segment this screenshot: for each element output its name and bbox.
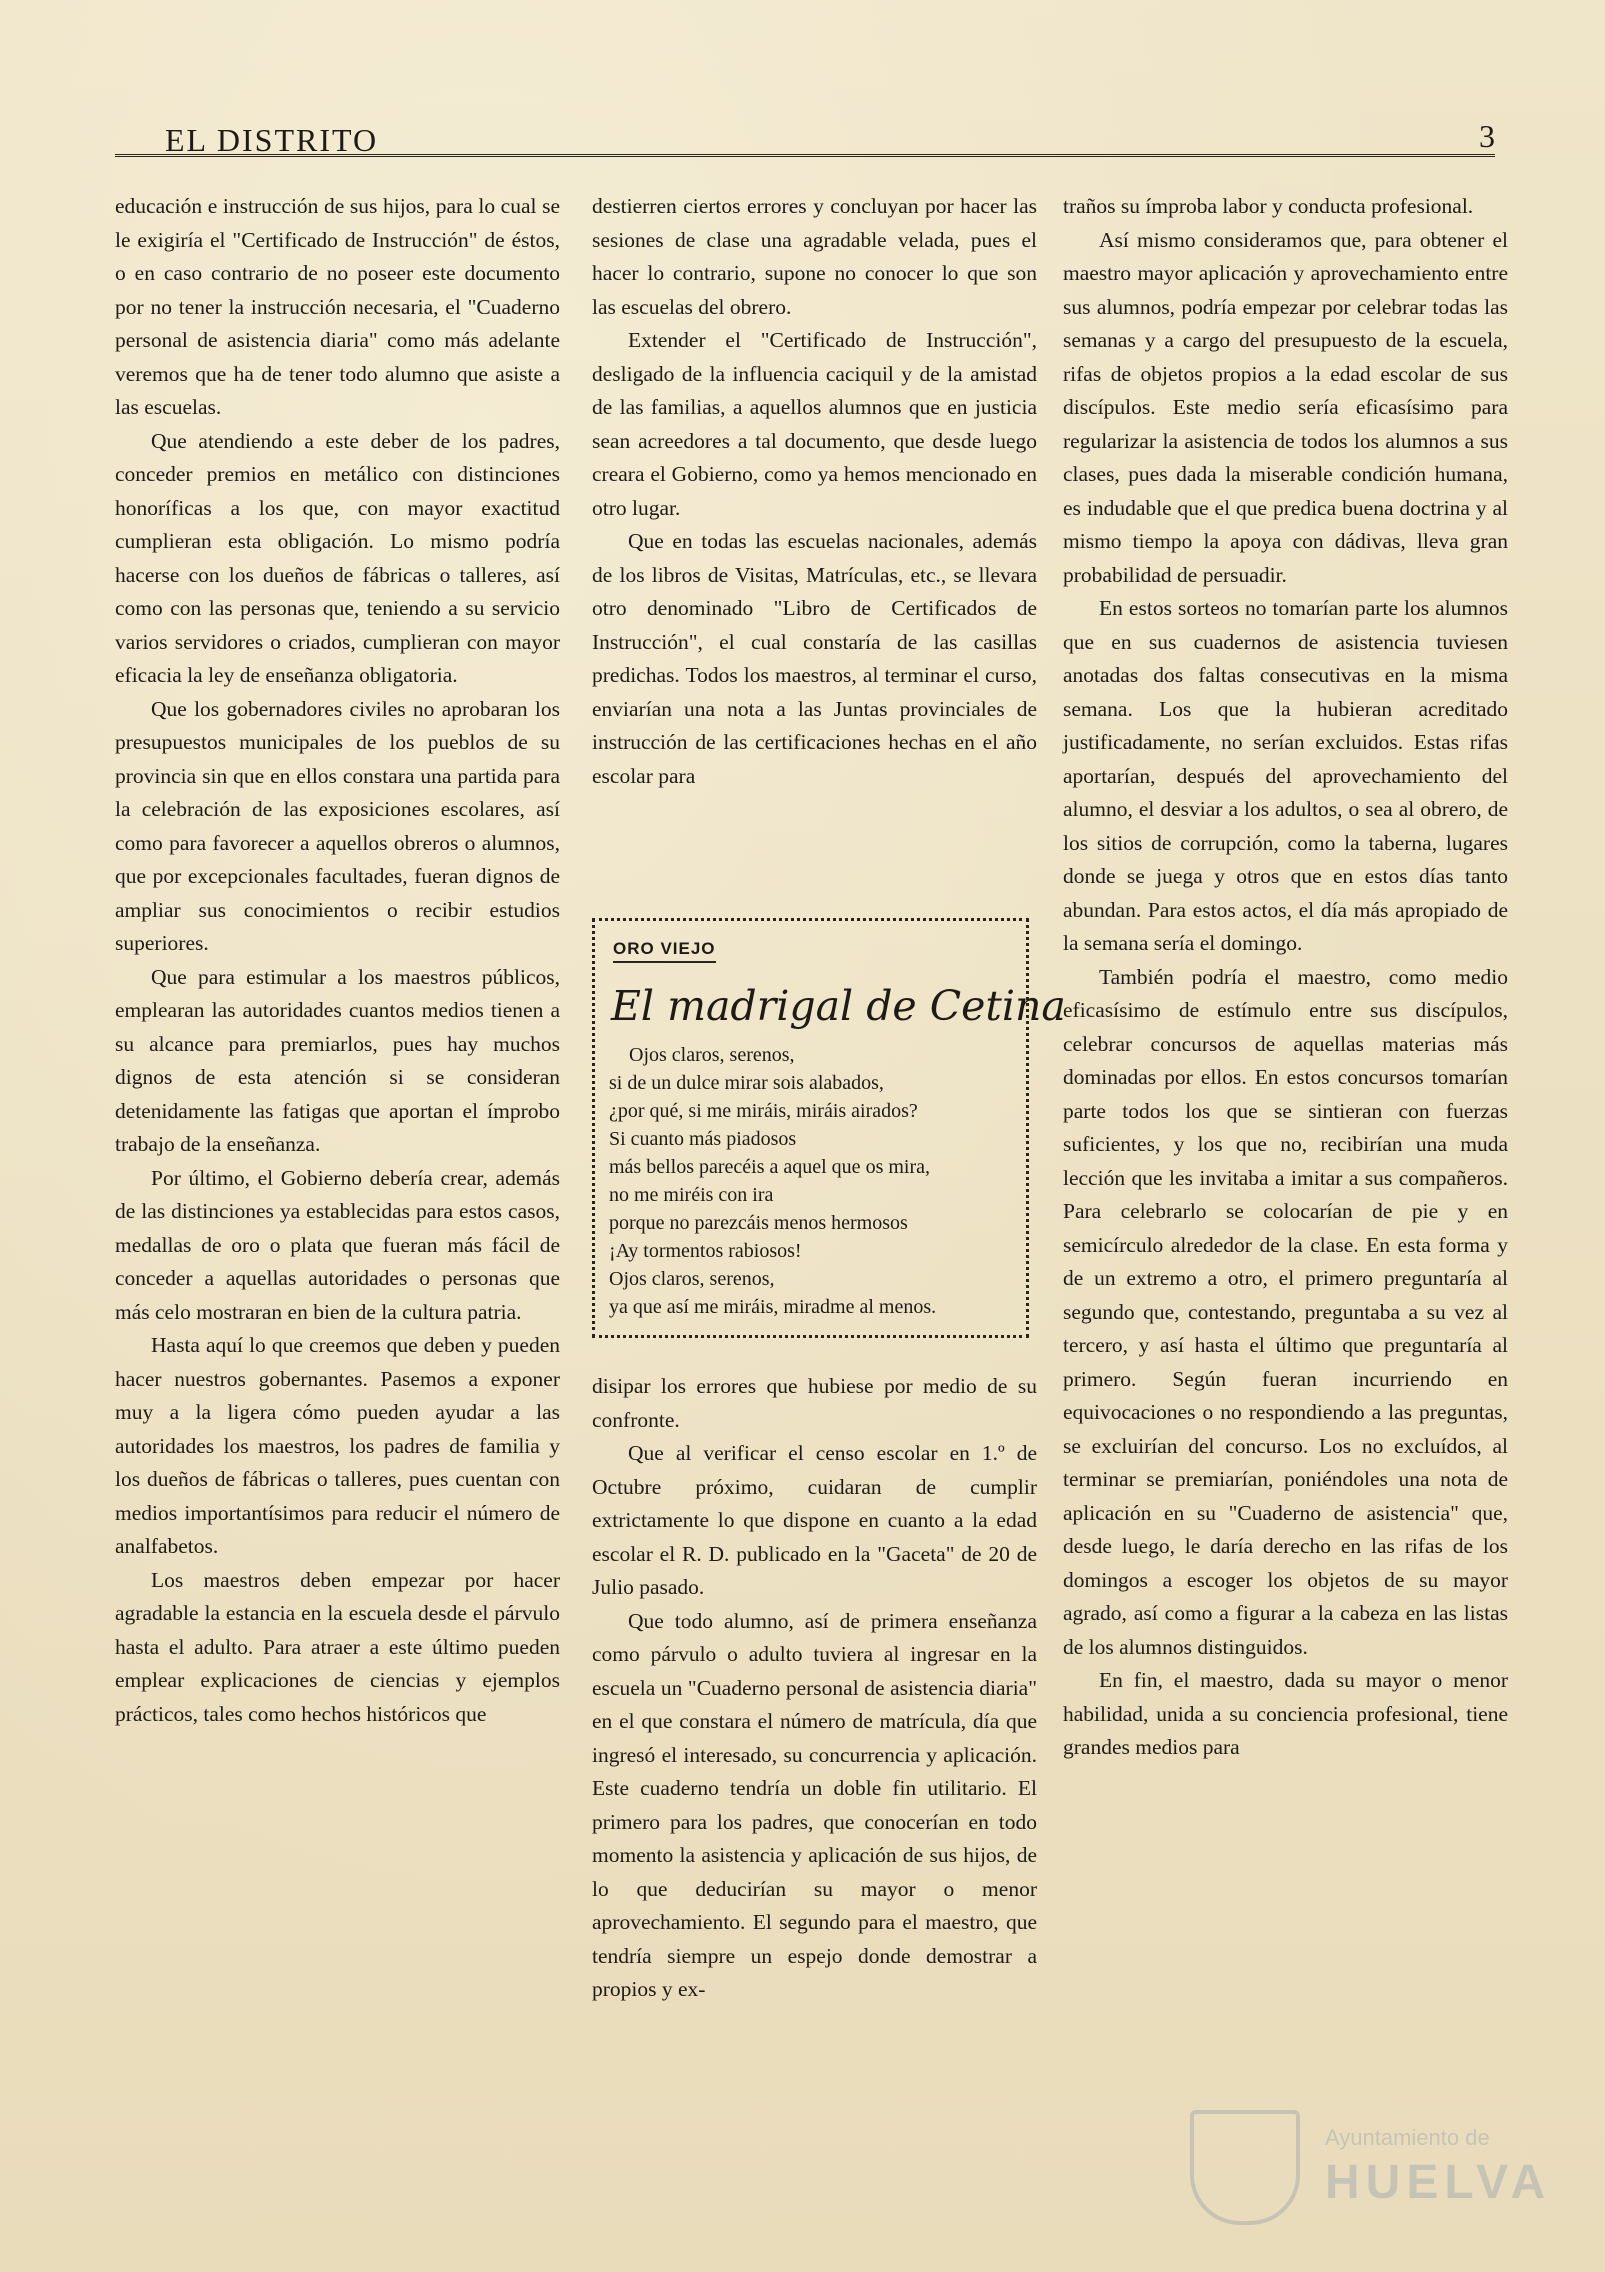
paragraph: Por último, el Gobierno debería crear, además de las distinciones ya establecidas para estos casos, medallas de oro o plata que fueran más fácil de conceder a aquellas autoridades o personas que más celo mostraran en bien de la cultura patria. bbox=[115, 1165, 560, 1324]
paragraph: También podría el maestro, como medio eficasísimo de estímulo entre sus discípulos, celebrar concursos de aquellas materias más dominadas por ellos. En estos concursos tomarían parte todos los que se sintieran con fuerzas suficientes, y los que no, recibirían una muda lección que les invitaba a imitar a sus compañeros. Para celebrarlo se colocarían de pie y en semicírculo alrededor de la clase. En esta forma y de un extremo a otro, el primero preguntaría al segundo que, contestando, preguntaba a su vez al tercero, y así hasta el último que preguntaría al primero. Según fueran incurriendo en equivocaciones o no respondiendo a las preguntas, se excluirían del concurso. Los no excluídos, al terminar se premiarían, poniéndoles una nota de aplicación en su "Cuaderno de asistencia" que, desde luego, le daría derecho en las rifas de los domingos a escoger los objetos de su mayor agrado, así como a figurar a la cabeza en las listas de los alumnos distinguidos. bbox=[1063, 964, 1508, 1659]
paragraph: Los maestros deben empezar por hacer agradable la estancia en la escuela desde el párvulo hasta el adulto. Para atraer a este último pueden emplear explicaciones de ciencias y ejemplos prácticos, tales como hechos históricos que bbox=[115, 1567, 560, 1726]
column-2-top bbox=[592, 190, 1037, 793]
watermark-line-1: Ayuntamiento de bbox=[1325, 2125, 1490, 2150]
header-rule bbox=[115, 154, 1495, 157]
paragraph: Que para estimular a los maestros públicos, emplearan las autoridades cuantos medios tienen a su alcance para premiarlos, pues hay muchos dignos de esta atención si se consideran detenidamente las fatigas que aportan el ímprobo trabajo de la enseñanza. bbox=[115, 964, 560, 1156]
paragraph: disipar los errores que hubiese por medio de su confronte. bbox=[592, 1374, 1037, 1432]
column-1 bbox=[115, 190, 560, 2110]
poem-line: porque no parezcáis menos hermosos bbox=[609, 1212, 908, 1234]
poem-title: El madrigal de Cetina bbox=[611, 982, 1066, 1030]
poem-line: ya que así me miráis, miradme al menos. bbox=[609, 1296, 937, 1318]
poem-body bbox=[609, 1041, 1019, 1321]
paragraph: Así mismo consideramos que, para obtener el maestro mayor aplicación y aprovechamiento entre sus alumnos, podría empezar por celebrar todas las semanas y a cargo del presupuesto de la escuela, rifas de objetos propios a la edad escolar de sus discípulos. Este medio sería eficasísimo para regularizar la asistencia de todos los alumnos a sus clases, pues dada la miserable condición humana, es indudable que el que predica buena doctrina y al mismo tiempo la apoya con dádivas, lleva gran probabilidad de persuadir. bbox=[1063, 227, 1508, 587]
paragraph: Que todo alumno, así de primera enseñanza como párvulo o adulto tuviera al ingresar en la escuela un "Cuaderno personal de asistencia diaria" en el que constara el número de matrícula, día que ingresó el interesado, su concurrencia y aplicación. Este cuaderno tendría un doble fin utilitario. El primero para los padres, que conocerían en todo momento la asistencia y aplicación de sus hijos, de lo que deducirían su mayor o menor aprovechamiento. El segundo para el maestro, que tendría siempre un espejo donde demostrar a propios y ex- bbox=[592, 1608, 1037, 2001]
paragraph: destierren ciertos errores y concluyan por hacer las sesiones de clase una agradable velada, pues el hacer lo contrario, supone no conocer lo que son las escuelas del obrero. bbox=[592, 194, 1037, 319]
watermark-line-2: HUELVA bbox=[1325, 2156, 1552, 2209]
paragraph: Extender el "Certificado de Instrucción", desligado de la influencia caciquil y de la amistad de las familias, a aquellos alumnos que en justicia sean acreedores a tal documento, que desde luego creara el Gobierno, como ya hemos mencionado en otro lugar. bbox=[592, 328, 1037, 520]
crest-icon bbox=[1190, 2110, 1300, 2225]
paragraph: En estos sorteos no tomarían parte los alumnos que en sus cuadernos de asistencia tuviesen anotadas dos faltas consecutivas en la misma semana. Los que la hubieran acreditado justificadamente, no serían excluidos. Estas rifas aportarían, después del aprovechamiento del alumno, el desviar a los adultos, o sea al obrero, de los sitios de corrupción, como la taberna, lugares donde se juega y otros que en estos días tanto abundan. Para estos actos, el día más apropiado de la semana sería el domingo. bbox=[1063, 596, 1508, 955]
paragraph: educación e instrucción de sus hijos, para lo cual se le exigiría el "Certificado de Instrucción" de éstos, o en caso contrario de no poseer este documento por no tener la instrucción necesaria, el "Cuaderno personal de asistencia diaria" como más adelante veremos que ha de tener todo alumno que asiste a las escuelas. bbox=[115, 194, 560, 419]
paragraph: Que atendiendo a este deber de los padres, conceder premios en metálico con distinciones honoríficas a los que, con mayor exactitud cumplieran esta obligación. Lo mismo podría hacerse con los dueños de fábricas o talleres, así como con las personas que, teniendo a su servicio varios servidores o criados, cumplieran con mayor eficacia la ley de enseñanza obligatoria. bbox=[115, 428, 560, 687]
paragraph: Que los gobernadores civiles no aprobaran los presupuestos municipales de los pueblos de su provincia sin que en ellos constara una partida para la celebración de las exposiciones escolares, así como para favorecer a aquellos obreros o alumnos, que por excepcionales facultades, fueran dignos de ampliar sus conocimientos o recibir estudios superiores. bbox=[115, 696, 560, 955]
paragraph: Hasta aquí lo que creemos que deben y pueden hacer nuestros gobernantes. Pasemos a exponer muy a la ligera cómo pueden ayudar a las autoridades los maestros, los padres de familia y los dueños de fábricas o talleres, pues cuentan con medios importantísimos para reducir el número de analfabetos. bbox=[115, 1333, 560, 1558]
paragraph: traños su ímproba labor y conducta profesional. bbox=[1063, 194, 1474, 218]
poem-line: si de un dulce mirar sois alabados, bbox=[609, 1072, 884, 1094]
poem-line: Si cuanto más piadosos bbox=[609, 1128, 797, 1150]
poem-line: ¡Ay tormentos rabiosos! bbox=[609, 1240, 802, 1262]
column-3 bbox=[1063, 190, 1508, 2110]
paragraph: Que en todas las escuelas nacionales, además de los libros de Visitas, Matrículas, etc., se llevara otro denominado "Libro de Certificados de Instrucción", el cual constaría de las casillas predichas. Todos los maestros, al terminar el curso, enviarían una nota a las Juntas provinciales de instrucción de las certificaciones hechas en el año escolar para bbox=[592, 529, 1037, 788]
poem-line: Ojos claros, serenos, bbox=[609, 1268, 775, 1290]
masthead-title: EL DISTRITO bbox=[165, 122, 379, 158]
column-2-bottom bbox=[592, 1370, 1037, 2007]
poem-box bbox=[592, 918, 1066, 1338]
poem-line: Ojos claros, serenos, bbox=[629, 1044, 795, 1066]
poem-line: más bellos parecéis a aquel que os mira, bbox=[609, 1156, 930, 1178]
paragraph: Que al verificar el censo escolar en 1.º de Octubre próximo, cuidaran de cumplir extrictamente lo que dispone en cuanto a la edad escolar el R. D. publicado en la "Gaceta" de 20 de Julio pasado. bbox=[592, 1441, 1037, 1599]
archive-watermark bbox=[1190, 2105, 1552, 2225]
paragraph: En fin, el maestro, dada su mayor o menor habilidad, unida a su conciencia profesional, tiene grandes medios para bbox=[1063, 1668, 1508, 1759]
poem-line: ¿por qué, si me miráis, miráis airados? bbox=[609, 1100, 918, 1122]
poem-kicker: ORO VIEJO bbox=[613, 939, 716, 963]
page-number: 3 bbox=[1479, 118, 1495, 154]
poem-line: no me miréis con ira bbox=[609, 1184, 774, 1206]
